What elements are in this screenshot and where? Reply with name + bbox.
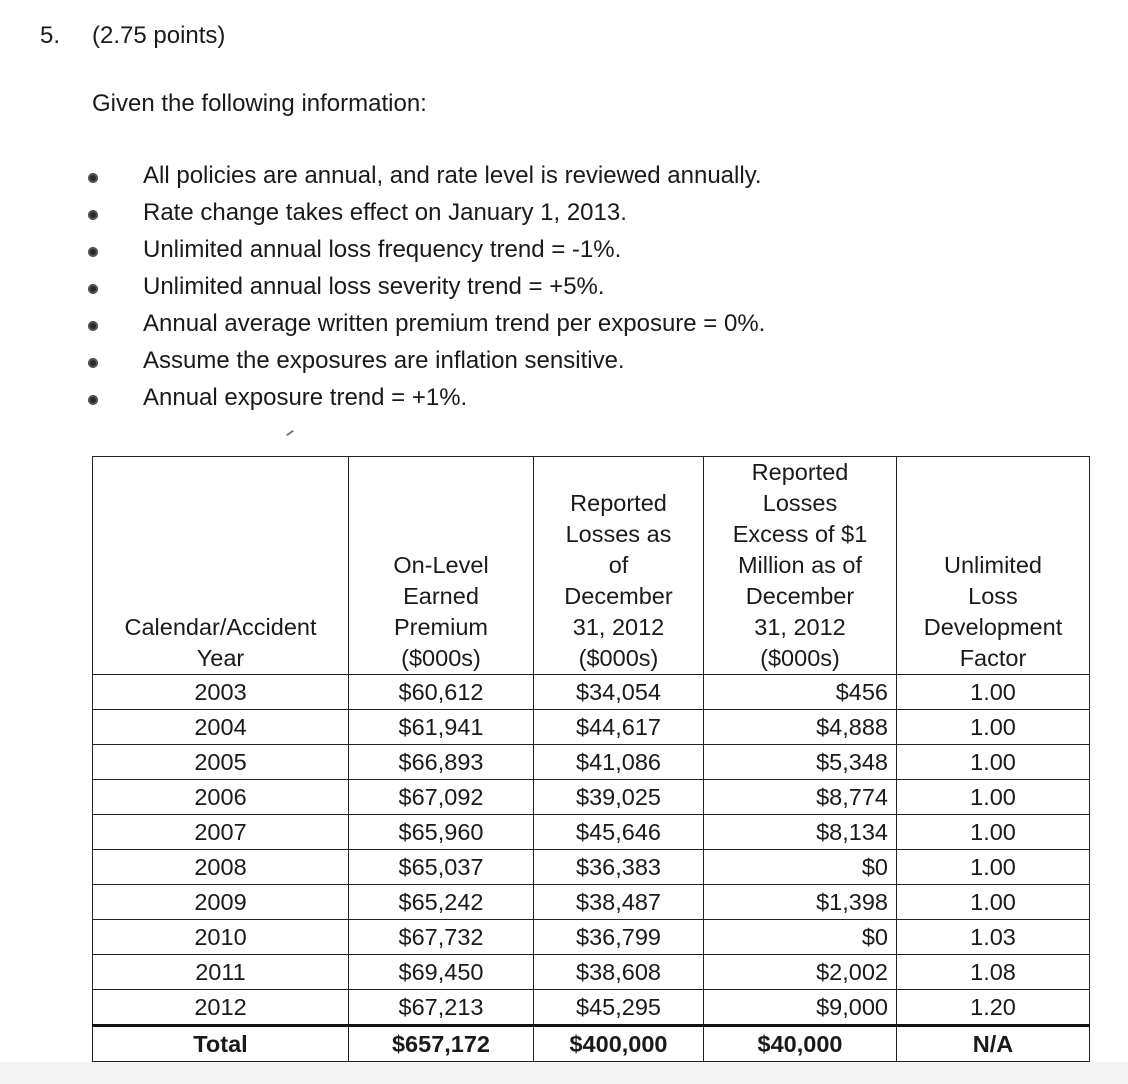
table-total-row	[93, 1026, 1090, 1062]
cell-excess-losses: $8,774	[704, 780, 897, 815]
cell-excess-losses: $2,002	[704, 955, 897, 990]
list-item	[0, 382, 1128, 419]
cell-excess-losses: $5,348	[704, 745, 897, 780]
list-item	[0, 197, 1128, 234]
list-item-text: Rate change takes effect on January 1, 2013.	[143, 199, 627, 226]
cell-reported-losses: $45,646	[534, 815, 704, 850]
bullet-icon	[88, 210, 98, 220]
page-bottom-edge	[0, 1062, 1128, 1084]
table-row	[93, 815, 1090, 850]
cell-reported-losses: $41,086	[534, 745, 704, 780]
cell-year: 2011	[93, 955, 349, 990]
table-row	[93, 850, 1090, 885]
table-row	[93, 885, 1090, 920]
question-intro: Given the following information:	[92, 90, 427, 117]
cell-premium: $65,960	[349, 815, 534, 850]
cell-premium: $60,612	[349, 675, 534, 710]
cell-reported-losses: $44,617	[534, 710, 704, 745]
cell-excess-losses: $8,134	[704, 815, 897, 850]
cell-ldf: 1.00	[897, 745, 1090, 780]
cell-year: 2009	[93, 885, 349, 920]
cell-ldf: 1.00	[897, 780, 1090, 815]
table-row	[93, 745, 1090, 780]
loss-data-table	[92, 456, 1090, 1062]
cell-ldf: 1.00	[897, 815, 1090, 850]
column-header-excess-losses: Reported Losses Excess of $1 Million as of December 31, 2012 ($000s)	[704, 457, 897, 675]
cell-total-reported-losses: $400,000	[534, 1026, 704, 1062]
cell-reported-losses: $38,608	[534, 955, 704, 990]
cell-year: 2012	[93, 990, 349, 1026]
list-item	[0, 234, 1128, 271]
bullet-icon	[88, 358, 98, 368]
bullet-icon	[88, 173, 98, 183]
cell-reported-losses: $38,487	[534, 885, 704, 920]
cell-ldf: 1.00	[897, 885, 1090, 920]
cell-year: 2006	[93, 780, 349, 815]
list-item	[0, 160, 1128, 197]
column-header-premium: On-Level Earned Premium ($000s)	[349, 457, 534, 675]
cell-excess-losses: $4,888	[704, 710, 897, 745]
list-item-text: Assume the exposures are inflation sensitive.	[143, 347, 625, 374]
cell-premium: $66,893	[349, 745, 534, 780]
cell-ldf: 1.03	[897, 920, 1090, 955]
cell-year: 2003	[93, 675, 349, 710]
table-row	[93, 955, 1090, 990]
cell-premium: $67,732	[349, 920, 534, 955]
stray-pen-mark	[286, 430, 294, 436]
cell-ldf: 1.20	[897, 990, 1090, 1026]
list-item-text: Annual exposure trend = +1%.	[143, 384, 468, 411]
question-points: (2.75 points)	[92, 22, 226, 49]
list-item-text: Annual average written premium trend per exposure = 0%.	[143, 310, 766, 337]
cell-year: 2005	[93, 745, 349, 780]
cell-excess-losses: $1,398	[704, 885, 897, 920]
cell-premium: $67,213	[349, 990, 534, 1026]
list-item	[0, 308, 1128, 345]
cell-excess-losses: $9,000	[704, 990, 897, 1026]
table-header-row	[93, 457, 1090, 675]
cell-premium: $69,450	[349, 955, 534, 990]
list-item-text: Unlimited annual loss frequency trend = -1%.	[143, 236, 622, 263]
cell-premium: $67,092	[349, 780, 534, 815]
cell-year: 2010	[93, 920, 349, 955]
bullet-icon	[88, 395, 98, 405]
cell-ldf: 1.00	[897, 850, 1090, 885]
bullet-icon	[88, 247, 98, 257]
list-item	[0, 345, 1128, 382]
table-row	[93, 920, 1090, 955]
cell-total-excess-losses: $40,000	[704, 1026, 897, 1062]
cell-year: 2007	[93, 815, 349, 850]
bullet-icon	[88, 284, 98, 294]
assumptions-list	[0, 160, 1128, 419]
cell-ldf: 1.00	[897, 710, 1090, 745]
list-item-text: Unlimited annual loss severity trend = +5%.	[143, 273, 605, 300]
cell-total-ldf: N/A	[897, 1026, 1090, 1062]
list-item	[0, 271, 1128, 308]
bullet-icon	[88, 321, 98, 331]
cell-year: 2008	[93, 850, 349, 885]
column-header-ldf: Unlimited Loss Development Factor	[897, 457, 1090, 675]
list-item-text: All policies are annual, and rate level is reviewed annually.	[143, 162, 762, 189]
question-number: 5.	[40, 22, 61, 49]
cell-ldf: 1.08	[897, 955, 1090, 990]
table-row	[93, 710, 1090, 745]
cell-reported-losses: $45,295	[534, 990, 704, 1026]
column-header-year: Calendar/Accident Year	[93, 457, 349, 675]
cell-ldf: 1.00	[897, 675, 1090, 710]
cell-total-premium: $657,172	[349, 1026, 534, 1062]
cell-excess-losses: $0	[704, 920, 897, 955]
cell-premium: $65,242	[349, 885, 534, 920]
column-header-reported-losses: Reported Losses as of December 31, 2012 ($000s)	[534, 457, 704, 675]
cell-reported-losses: $36,799	[534, 920, 704, 955]
cell-reported-losses: $36,383	[534, 850, 704, 885]
cell-reported-losses: $34,054	[534, 675, 704, 710]
cell-premium: $61,941	[349, 710, 534, 745]
cell-year: 2004	[93, 710, 349, 745]
table-row	[93, 675, 1090, 710]
cell-premium: $65,037	[349, 850, 534, 885]
cell-reported-losses: $39,025	[534, 780, 704, 815]
cell-total-label: Total	[93, 1026, 349, 1062]
table-row	[93, 780, 1090, 815]
cell-excess-losses: $0	[704, 850, 897, 885]
cell-excess-losses: $456	[704, 675, 897, 710]
table-row	[93, 990, 1090, 1026]
